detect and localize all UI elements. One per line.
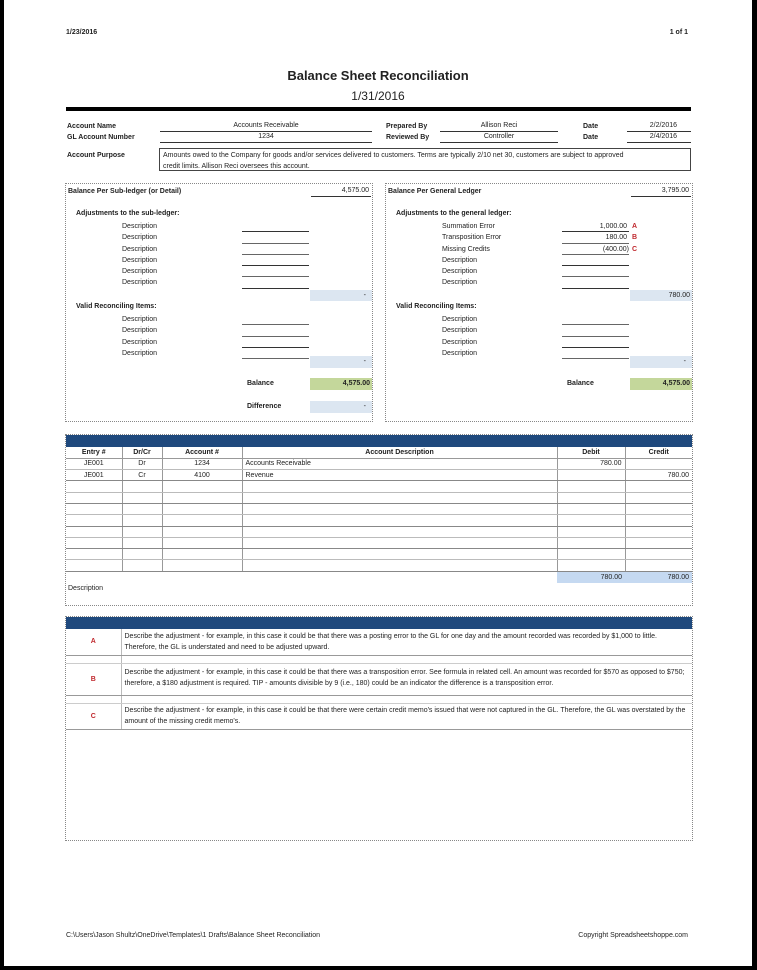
cell-debit[interactable] (557, 481, 625, 492)
col-account-description: Account Description (242, 447, 557, 458)
cell-drcr[interactable] (122, 549, 162, 560)
note-ref-b: B (66, 663, 121, 695)
cell-debit[interactable] (557, 549, 625, 560)
cell-account-number[interactable] (162, 526, 242, 537)
prepared-by-label: Prepared By (386, 123, 428, 130)
reviewed-date-value[interactable]: 2/4/2016 (627, 133, 691, 143)
copyright: Copyright Spreadsheetshoppe.com (578, 932, 688, 939)
cell-debit[interactable] (557, 492, 625, 503)
subledger-reconciling-inputs (242, 314, 309, 359)
purpose-line-2: credit limits. Allison Reci oversees this account. (163, 163, 310, 170)
cell-entry[interactable]: JE001 (66, 470, 122, 481)
cell-account-number[interactable] (162, 515, 242, 526)
cell-account-description[interactable] (242, 503, 557, 514)
difference-label: Difference (247, 403, 282, 410)
subledger-panel (65, 183, 373, 422)
prepared-by-value[interactable]: Allison Reci (440, 122, 558, 132)
reconciling-amount-input[interactable] (242, 314, 309, 325)
prepared-date-value[interactable]: 2/2/2016 (627, 122, 691, 132)
reconciling-desc: Description (442, 316, 478, 323)
gl-final-balance: 4,575.00 (630, 378, 692, 390)
gl-adjustment-inputs (562, 221, 629, 289)
reconciling-amount-input[interactable] (562, 314, 629, 325)
journal-description-label: Description (68, 585, 104, 592)
adjustment-notes-panel (65, 616, 693, 841)
adjustment-amount-input[interactable]: 180.00 (562, 232, 629, 243)
subledger-final-balance: 4,575.00 (310, 378, 372, 390)
reconciling-amount-input[interactable] (562, 348, 629, 359)
table-row (66, 470, 692, 481)
adjustment-notes-table (66, 629, 692, 730)
col-entry: Entry # (66, 447, 122, 458)
gl-number-value[interactable]: 1234 (160, 133, 372, 143)
reconciling-amount-input[interactable] (562, 337, 629, 348)
cell-drcr[interactable] (122, 481, 162, 492)
table-row (66, 537, 692, 548)
note-ref-c: C (66, 703, 121, 729)
col-account-number: Account # (162, 447, 242, 458)
cell-credit[interactable]: 780.00 (625, 470, 692, 481)
reconciling-amount-input[interactable] (562, 325, 629, 336)
subledger-adjustments-list (122, 221, 157, 289)
cell-debit[interactable] (557, 526, 625, 537)
table-row (66, 549, 692, 560)
subledger-reconciling-total: - (310, 356, 372, 368)
cell-drcr[interactable] (122, 526, 162, 537)
reconciling-amount-input[interactable] (242, 325, 309, 336)
reconciling-amount-input[interactable] (242, 337, 309, 348)
cell-debit[interactable] (557, 560, 625, 571)
general-ledger-panel (385, 183, 693, 422)
adjustment-desc: Description (122, 268, 158, 276)
journal-totals-row (66, 571, 692, 582)
note-text-c[interactable]: Describe the adjustment - for example, in this case it could be that there were certain credit memo's issued that were not captured in the GL. Therefore, the GL was overstated by the amount of the missing credit memo's. (121, 703, 692, 729)
gl-adjustments-total: 780.00 (630, 290, 692, 301)
subledger-reconciling-list (122, 314, 157, 359)
table-row (66, 526, 692, 537)
cell-entry[interactable] (66, 537, 122, 548)
cell-account-number[interactable] (162, 549, 242, 560)
gl-reconciling-list (442, 314, 477, 359)
reviewed-date-label: Date (583, 134, 599, 141)
subledger-adjustments-total: - (310, 290, 372, 301)
cell-entry[interactable] (66, 515, 122, 526)
purpose-box[interactable] (159, 148, 691, 171)
col-debit: Debit (557, 447, 625, 458)
cell-credit[interactable] (625, 526, 692, 537)
table-row (66, 560, 692, 571)
reconciling-desc: Description (442, 349, 478, 357)
adjustment-desc: Description (442, 279, 478, 287)
gl-adjustments-label: Adjustments to the general ledger: (396, 210, 512, 217)
table-row (66, 481, 692, 492)
total-credit: 780.00 (625, 571, 692, 582)
gl-reconciling-total: - (630, 356, 692, 368)
reconciling-amount-input[interactable] (242, 348, 309, 359)
table-row (66, 515, 692, 526)
subledger-balance[interactable]: 4,575.00 (311, 187, 371, 197)
cell-account-number[interactable]: 4100 (162, 470, 242, 481)
cell-credit[interactable] (625, 503, 692, 514)
cell-drcr[interactable] (122, 515, 162, 526)
period-date: 1/31/2016 (351, 89, 405, 103)
reconciling-desc: Description (122, 338, 158, 346)
table-row (66, 503, 692, 514)
prepared-date-label: Date (583, 123, 599, 130)
page-count: 1 of 1 (669, 29, 688, 36)
adjustment-desc: Transposition Error (442, 234, 502, 242)
col-drcr: Dr/Cr (122, 447, 162, 458)
total-debit: 780.00 (557, 571, 625, 582)
cell-account-description[interactable]: Accounts Receivable (242, 458, 557, 469)
journal-entries-table (66, 447, 692, 583)
cell-account-description[interactable]: Revenue (242, 470, 557, 481)
journal-header-bar (66, 435, 692, 447)
cell-entry[interactable] (66, 481, 122, 492)
journal-entries-panel (65, 434, 693, 606)
journal-header-row (66, 447, 692, 458)
cell-credit[interactable] (625, 537, 692, 548)
adjustment-amount-input[interactable] (242, 232, 309, 243)
cell-drcr[interactable] (122, 560, 162, 571)
cell-account-number[interactable] (162, 560, 242, 571)
print-date: 1/23/2016 (66, 29, 98, 36)
cell-credit[interactable] (625, 515, 692, 526)
cell-account-number[interactable] (162, 503, 242, 514)
adjustment-amount-input[interactable] (242, 255, 309, 266)
adjustment-amount-input[interactable] (242, 277, 309, 288)
cell-entry[interactable]: JE001 (66, 458, 122, 469)
cell-drcr[interactable] (122, 503, 162, 514)
subledger-adjustments-label: Adjustments to the sub-ledger: (76, 210, 180, 217)
gl-reconciling-label: Valid Reconciling Items: (396, 303, 477, 310)
reviewed-by-label: Reviewed By (386, 134, 430, 141)
adjustment-desc: Description (122, 256, 158, 264)
gl-adjustments-list (442, 221, 501, 289)
adjustment-desc: Description (122, 234, 158, 242)
adjustment-amount-input[interactable] (562, 277, 629, 288)
adjustment-desc: Missing Credits (442, 245, 490, 253)
cell-debit[interactable] (557, 503, 625, 514)
adjustment-desc: Summation Error (442, 223, 495, 230)
note-row-a (66, 629, 692, 655)
note-text-b[interactable]: Describe the adjustment - for example, in this case it could be that there was a transposition error. See formula in related cell. An amount was recorded for $570 as opposed to $750; therefore, a $180 adjustment is required. TIP - amounts divisible by 9 (i.e., 180) could be an indicator the difference is a transposition error. (121, 663, 692, 695)
cell-entry[interactable] (66, 503, 122, 514)
cell-credit[interactable] (625, 492, 692, 503)
purpose-line-1: Amounts owed to the Company for goods and/or services delivered to customers. Terms are typically 2/10 net 30, customers are subject to approved (163, 152, 624, 159)
purpose-label: Account Purpose (67, 152, 125, 159)
reference-letter-b: B (632, 234, 638, 242)
cell-credit[interactable] (625, 560, 692, 571)
account-name-label: Account Name (67, 123, 117, 130)
subledger-balance-label: Balance (247, 380, 274, 387)
report-title: Balance Sheet Reconciliation (287, 68, 469, 83)
adjustment-desc: Description (122, 245, 158, 253)
reviewed-by-value[interactable]: Controller (440, 133, 558, 143)
cell-account-description[interactable] (242, 481, 557, 492)
cell-credit[interactable] (625, 549, 692, 560)
cell-debit[interactable] (557, 470, 625, 481)
cell-account-description[interactable] (242, 560, 557, 571)
file-path: C:\Users\Jason Shultz\OneDrive\Templates\1 Drafts\Balance Sheet Reconciliation (66, 932, 321, 939)
title-rule (66, 107, 691, 111)
cell-account-number[interactable] (162, 481, 242, 492)
cell-debit[interactable]: 780.00 (557, 458, 625, 469)
adjustment-amount-input[interactable]: (400.00) (562, 244, 629, 255)
cell-account-description[interactable] (242, 492, 557, 503)
cell-drcr[interactable]: Dr (122, 458, 162, 469)
note-ref-a: A (66, 629, 121, 655)
cell-drcr[interactable]: Cr (122, 470, 162, 481)
cell-credit[interactable] (625, 458, 692, 469)
cell-account-description[interactable] (242, 549, 557, 560)
cell-account-description[interactable] (242, 537, 557, 548)
reconciling-desc: Description (122, 316, 158, 323)
cell-entry[interactable] (66, 549, 122, 560)
gl-number-label: GL Account Number (67, 134, 135, 141)
report-page (4, 0, 752, 966)
adjustment-amount-input[interactable] (242, 266, 309, 277)
cell-account-number[interactable]: 1234 (162, 458, 242, 469)
gl-reconciling-inputs (562, 314, 629, 359)
note-row-c (66, 703, 692, 729)
note-text-a[interactable]: Describe the adjustment - for example, in this case it could be that there was a posting error to the GL for one day and the amount recorded was recorded by $1,000 to little. Therefore, the GL is understated and need to be adjusted upward. (121, 629, 692, 655)
account-name-value[interactable]: Accounts Receivable (160, 122, 372, 132)
cell-drcr[interactable] (122, 537, 162, 548)
cell-entry[interactable] (66, 526, 122, 537)
adjustment-desc: Description (442, 268, 478, 276)
cell-entry[interactable] (66, 492, 122, 503)
reconciling-desc: Description (122, 327, 158, 335)
gl-title: Balance Per General Ledger (388, 188, 482, 195)
cell-account-number[interactable] (162, 537, 242, 548)
col-credit: Credit (625, 447, 692, 458)
reconciling-desc: Description (122, 349, 158, 357)
adjustment-desc: Description (122, 223, 158, 230)
cell-account-number[interactable] (162, 492, 242, 503)
note-row-b (66, 663, 692, 695)
cell-entry[interactable] (66, 560, 122, 571)
reference-letter-c: C (632, 245, 638, 253)
reconciling-desc: Description (442, 338, 478, 346)
reference-letter-a: A (632, 223, 638, 230)
reconciling-desc: Description (442, 327, 478, 335)
table-row (66, 492, 692, 503)
subledger-adjustment-inputs (242, 221, 309, 289)
difference-value: - (310, 401, 372, 413)
cell-account-description[interactable] (242, 526, 557, 537)
adjustment-amount-input[interactable] (242, 244, 309, 255)
cell-debit[interactable] (557, 537, 625, 548)
cell-drcr[interactable] (122, 492, 162, 503)
gl-adjustment-refs (632, 221, 637, 255)
adjustment-desc: Description (122, 279, 158, 287)
gl-balance-label: Balance (567, 380, 594, 387)
cell-account-description[interactable] (242, 515, 557, 526)
cell-credit[interactable] (625, 481, 692, 492)
table-row (66, 458, 692, 469)
notes-header-bar (66, 617, 692, 629)
adjustment-amount-input[interactable]: 1,000.00 (562, 221, 629, 232)
gl-balance[interactable]: 3,795.00 (631, 187, 691, 197)
subledger-reconciling-label: Valid Reconciling Items: (76, 303, 157, 310)
adjustment-amount-input[interactable] (242, 221, 309, 232)
adjustment-amount-input[interactable] (562, 255, 629, 266)
adjustment-amount-input[interactable] (562, 266, 629, 277)
subledger-title: Balance Per Sub-ledger (or Detail) (68, 188, 182, 195)
cell-debit[interactable] (557, 515, 625, 526)
adjustment-desc: Description (442, 256, 478, 264)
